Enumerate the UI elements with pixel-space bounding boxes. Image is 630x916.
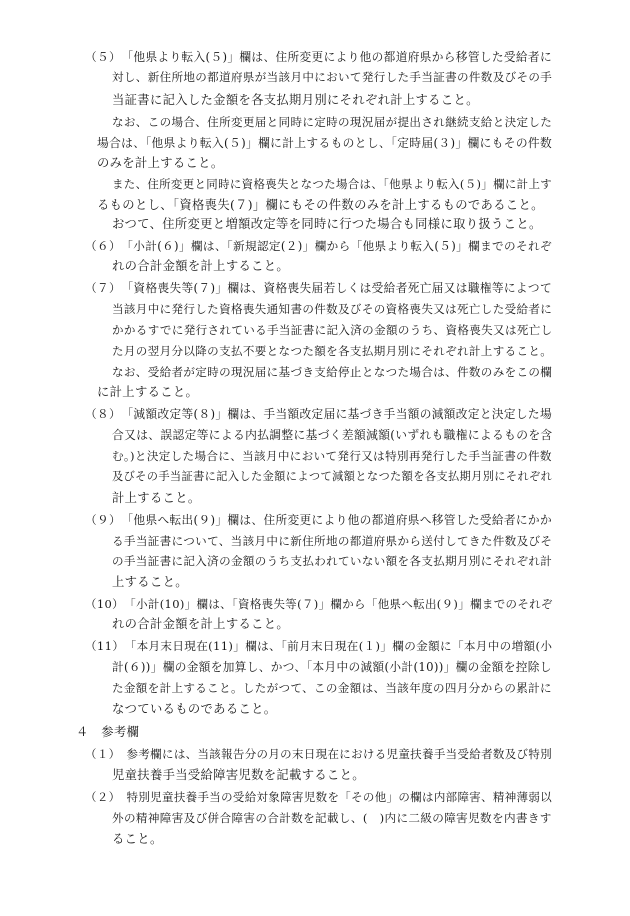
item-11-line-1: （11） 「本月末日現在(11)」欄は、「前月末日現在(１)」欄の金額に「本月中の増額(小	[85, 639, 553, 653]
item-5-line-5: 場合は、「他県より転入(５)」欄に計上するものとし、「定時届(３)」欄にもその件数	[97, 136, 553, 150]
item-8-line-1: （８） 「減額改定等(８)」欄は、手当額改定届に基づき手当額の減額改定と決定した場	[85, 407, 552, 421]
item-5-line-6: のみを計上すること。	[97, 156, 224, 170]
item-7-line-2: 当該月中に発行した資格喪失通知書の件数及びその資格喪失又は死亡した受給者に	[112, 302, 553, 316]
ref-1-line-2: 児童扶養手当受給障害児数を記載すること。	[112, 768, 365, 782]
item-6-line-2: れの合計金額を計上すること。	[112, 259, 290, 273]
item-6-line-1: （６） 「小計(６)」欄は、「新規認定(２)」欄から「他県より転入(５)」欄までのそれぞ	[85, 239, 552, 253]
item-7-line-3: かかるすでに発行されている手当証書に記入済の金額のうち、資格喪失又は死亡し	[112, 323, 553, 337]
item-5-line-1: （５） 「他県より転入(５)」欄は、住所変更により他の都道府県から移管した受給者に	[85, 50, 552, 64]
item-8-line-3: む。)と決定した場合に、当該月中において発行又は特別再発行した手当証書の件数	[112, 449, 552, 463]
item-10-line-2: れの合計金額を計上すること。	[112, 617, 290, 631]
item-11-line-2: 計(６))」欄の金額を加算し、かつ、「本月中の減額(小計(10))」欄の金額を控除し	[112, 660, 552, 674]
item-11-line-4: なつているものであること。	[112, 702, 277, 716]
item-5-line-4: なお、この場合、住所変更届と同時に定時の現況届が提出され継続支給と決定した	[112, 115, 553, 129]
item-5-line-9: おつて、住所変更と増額改定等を同時に行つた場合も同様に取り扱うこと。	[112, 217, 542, 231]
item-9-line-3: の手当証書に記入済の金額のうち支払われていない額を各支払期月別にそれぞれ計	[112, 554, 553, 568]
item-9-line-2: る手当証書について、当該月中に新住所地の都道府県から送付してきた件数及びそ	[112, 534, 553, 548]
item-9-line-4: 上すること。	[112, 575, 188, 589]
item-8-line-4: 及びその手当証書に記入した金額によつて減額となつた額を各支払期月別にそれぞれ	[112, 470, 553, 483]
item-11-line-3: た金額を計上すること。したがつて、この金額は、当該年度の四月分からの累計に	[112, 681, 552, 695]
item-7-line-5: なお、受給者が定時の現況届に基づき支給停止となつた場合は、件数のみをこの欄	[112, 365, 553, 379]
ref-2-line-2: 外の精神障害及び併合障害の合計数を記載し、( )内に二級の障害児数を内書きす	[112, 811, 552, 825]
item-5-line-2: 対し、新住所地の都道府県が当該月中において発行した手当証書の件数及びその手	[112, 70, 553, 84]
item-5-line-3: 当証書に記入した金額を各支払期月別にそれぞれ計上すること。	[112, 93, 479, 107]
ref-2-line-1: （２） 特別児童扶養手当の受給対象障害児数を「その他」の欄は内部障害、精神薄弱以	[85, 790, 553, 804]
ref-2-line-3: ること。	[112, 832, 163, 846]
item-7-line-6: に計上すること。	[97, 385, 199, 399]
item-5-line-7: また、住所変更と同時に資格喪失となつた場合は、「他県より転入(５)」欄に計上す	[112, 177, 553, 191]
item-7-line-4: た月の翌月分以降の支払不要となつた額を各支払期月別にそれぞれ計上すること。	[112, 344, 553, 358]
ref-1-line-1: （１） 参考欄には、当該報告分の月の末日現在における児童扶養手当受給者数及び特別	[85, 747, 553, 761]
section-4-heading: ４ 参考欄	[76, 725, 140, 739]
item-8-line-2: 合又は、誤認定等による内払調整に基づく差額減額(いずれも職権によるものを含	[112, 428, 553, 442]
item-8-line-5: 計上すること。	[112, 491, 201, 505]
item-9-line-1: （９） 「他県へ転出(９)」欄は、住所変更により他の都道府県へ移管した受給者にかか	[85, 513, 552, 527]
item-5-line-8: るものとし、「資格喪失(７)」欄にもその件数のみを計上するものであること。	[97, 198, 544, 212]
item-10-line-1: （10） 「小計(10)」欄は、「資格喪失等(７)」欄から「他県へ転出(９)」欄までのそれぞ	[85, 597, 553, 611]
item-7-line-1: （７） 「資格喪失等(７)」欄は、資格喪失届若しくは受給者死亡届又は職権等によつて	[85, 281, 552, 295]
